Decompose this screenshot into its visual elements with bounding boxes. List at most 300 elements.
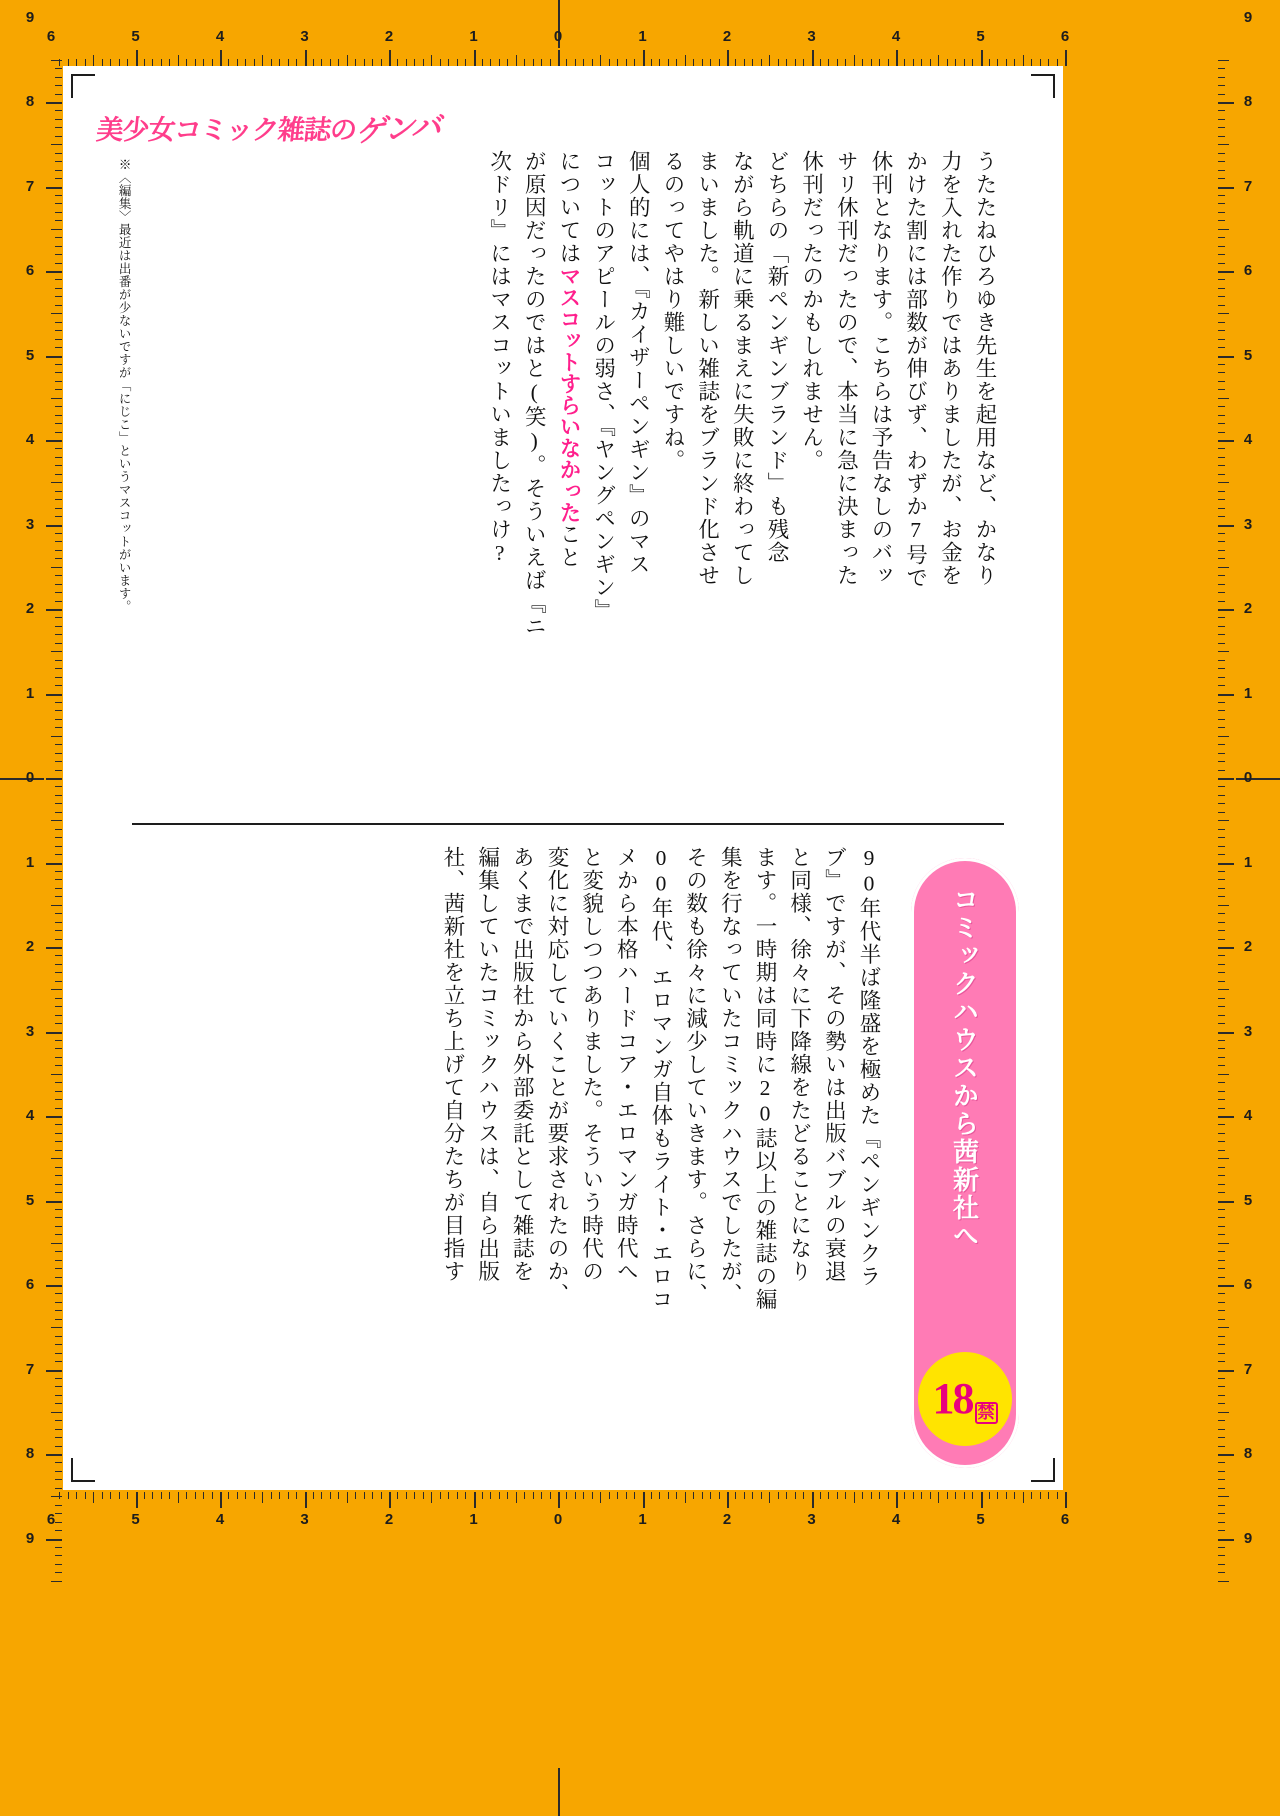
- ruler-tick: [744, 1492, 745, 1499]
- text-column: 変化に対応していくことが要求されたのか、: [544, 846, 569, 1306]
- ruler-tick: [55, 136, 62, 137]
- ruler-tick: [313, 59, 314, 66]
- ruler-label: 8: [1243, 1445, 1253, 1462]
- ruler-tick: [1218, 1048, 1225, 1049]
- ruler-tick: [55, 1251, 62, 1252]
- ruler-tick: [288, 59, 289, 66]
- ruler-tick: [46, 271, 62, 273]
- ruler-tick: [110, 1492, 111, 1499]
- ruler-tick: [778, 1492, 779, 1499]
- ruler-tick: [524, 1492, 525, 1499]
- text-column: 集を行なっていたコミックハウスでしたが、: [718, 846, 743, 1306]
- ruler-tick: [55, 1124, 62, 1125]
- ruler-tick: [55, 1209, 62, 1210]
- ruler-tick: [1218, 1023, 1225, 1024]
- ruler-tick: [448, 1492, 449, 1499]
- ruler-tick: [55, 803, 62, 804]
- ruler-tick: [55, 305, 62, 306]
- ruler-tick: [220, 1492, 222, 1508]
- ruler-tick: [51, 567, 62, 568]
- ruler-tick: [1218, 1141, 1225, 1142]
- ruler-tick: [55, 660, 62, 661]
- ruler-tick: [245, 1492, 246, 1499]
- ruler-tick: [997, 1492, 998, 1499]
- ruler-tick: [1218, 592, 1225, 593]
- ruler-tick: [1218, 1040, 1225, 1041]
- ruler-tick: [46, 1454, 62, 1456]
- ruler-tick: [46, 947, 62, 949]
- ruler-tick: [1218, 1564, 1225, 1565]
- ruler-tick: [46, 863, 62, 865]
- ruler-tick: [55, 1353, 62, 1354]
- ruler-tick: [423, 59, 424, 66]
- ruler-tick: [127, 1492, 128, 1499]
- ruler-tick: [55, 415, 62, 416]
- ruler-label: 3: [300, 28, 309, 45]
- ruler-tick: [1218, 263, 1225, 264]
- ruler-tick: [195, 59, 196, 66]
- ruler-tick: [55, 212, 62, 213]
- ruler-tick: [321, 1492, 322, 1499]
- ruler-tick: [55, 685, 62, 686]
- ruler-tick: [1218, 406, 1225, 407]
- ruler-tick: [313, 1492, 314, 1499]
- ruler-tick: [55, 550, 62, 551]
- ruler-tick: [55, 1293, 62, 1294]
- ruler-tick: [55, 1513, 62, 1514]
- ruler-tick: [55, 913, 62, 914]
- ruler-tick: [55, 871, 62, 872]
- ruler-tick: [102, 1492, 103, 1499]
- ruler-tick: [55, 829, 62, 830]
- ruler-tick: [161, 1492, 162, 1499]
- ruler-label: 7: [25, 177, 35, 195]
- ruler-tick: [271, 59, 272, 66]
- ruler-tick: [1218, 1175, 1225, 1176]
- ruler-tick: [685, 55, 686, 66]
- ruler-tick: [46, 440, 62, 442]
- ruler-label: 3: [807, 28, 816, 45]
- ruler-label: 0: [1243, 769, 1253, 786]
- ruler-tick: [55, 558, 62, 559]
- ruler-tick: [1218, 1429, 1225, 1430]
- ruler-tick: [896, 1492, 898, 1508]
- ruler-tick: [414, 59, 415, 66]
- ruler-tick: [1218, 1226, 1225, 1227]
- ruler-tick: [533, 59, 534, 66]
- ruler-label: 3: [25, 515, 35, 533]
- ruler-tick: [1218, 1260, 1225, 1261]
- ruler-tick: [1218, 1201, 1234, 1203]
- ruler-tick: [237, 59, 238, 66]
- ruler-tick: [68, 59, 69, 66]
- ruler-tick: [1218, 491, 1225, 492]
- ruler-tick: [659, 59, 660, 66]
- ruler-tick: [1218, 1032, 1234, 1034]
- ruler-tick: [727, 50, 729, 66]
- ruler-tick: [355, 1492, 356, 1499]
- ruler-tick: [702, 59, 703, 66]
- ruler-tick: [46, 1201, 62, 1203]
- ruler-tick: [1218, 955, 1225, 956]
- text-column: るのってやはり難しいですね。: [660, 150, 685, 472]
- ruler-tick: [457, 59, 458, 66]
- ruler-tick: [51, 1581, 62, 1582]
- ruler-tick: [1218, 178, 1225, 179]
- ruler-tick: [1218, 981, 1225, 982]
- ruler-tick: [1218, 820, 1229, 821]
- ruler-tick: [1218, 1116, 1234, 1118]
- ruler-tick: [1218, 575, 1225, 576]
- ruler-tick: [55, 575, 62, 576]
- ruler-tick: [1218, 617, 1225, 618]
- ruler-label: 6: [1243, 1276, 1253, 1293]
- ruler-tick: [55, 1023, 62, 1024]
- ruler-tick: [55, 499, 62, 500]
- ruler-label: 3: [300, 1511, 309, 1528]
- ruler-tick: [296, 1492, 297, 1499]
- ruler-tick: [254, 59, 255, 66]
- text-column: 休刊だったのかもしれません。: [799, 150, 824, 472]
- ruler-tick: [735, 59, 736, 66]
- ruler-tick: [55, 195, 62, 196]
- ruler-tick: [55, 1108, 62, 1109]
- document-page: [63, 66, 1063, 1490]
- ruler-tick: [1040, 1492, 1041, 1499]
- ruler-tick: [1218, 1108, 1225, 1109]
- ruler-tick: [803, 59, 804, 66]
- ruler-tick: [55, 1336, 62, 1337]
- ruler-tick: [1218, 330, 1225, 331]
- ruler-tick: [558, 50, 560, 66]
- ruler-tick: [1218, 203, 1225, 204]
- ruler-label: 8: [25, 93, 35, 110]
- ruler-tick: [119, 1492, 120, 1499]
- ruler-tick: [1218, 677, 1225, 678]
- ruler-tick: [55, 161, 62, 162]
- ruler-tick: [1218, 1243, 1229, 1244]
- ruler-tick: [1218, 94, 1225, 95]
- ruler-label: 1: [469, 28, 478, 45]
- ruler-tick: [1218, 1234, 1225, 1235]
- ruler-tick: [1218, 634, 1225, 635]
- ruler-tick: [558, 1492, 560, 1508]
- ruler-tick: [55, 1167, 62, 1168]
- ruler-tick: [55, 237, 62, 238]
- ruler-label: 1: [469, 1511, 478, 1528]
- ruler-tick: [55, 592, 62, 593]
- ruler-tick: [1031, 59, 1032, 66]
- ruler-tick: [668, 59, 669, 66]
- ruler-label: 1: [25, 853, 35, 871]
- ruler-tick: [1218, 1124, 1225, 1125]
- ruler-tick: [55, 110, 62, 111]
- ruler-tick: [1218, 744, 1225, 745]
- corner-mark-tr: [1025, 74, 1055, 104]
- ruler-tick: [55, 1184, 62, 1185]
- ruler-tick: [46, 356, 62, 358]
- ruler-tick: [46, 1285, 62, 1287]
- ruler-tick: [55, 432, 62, 433]
- ruler-tick: [372, 1492, 373, 1499]
- ruler-tick: [930, 59, 931, 66]
- text-column: 力を入れた作りではありましたが、お金を: [938, 150, 963, 587]
- ruler-tick: [499, 59, 500, 66]
- ruler-tick: [55, 753, 62, 754]
- ruler-tick: [1218, 1082, 1225, 1083]
- ruler-tick: [55, 1488, 62, 1489]
- ruler-tick: [169, 59, 170, 66]
- ruler-tick: [55, 1015, 62, 1016]
- ruler-tick: [1218, 339, 1225, 340]
- ruler-tick: [1218, 930, 1225, 931]
- ruler-tick: [812, 1492, 814, 1508]
- ruler-tick: [55, 584, 62, 585]
- ruler-label: 5: [25, 346, 35, 364]
- ruler-tick: [55, 770, 62, 771]
- ruler-tick: [735, 1492, 736, 1499]
- ruler-tick: [46, 1032, 62, 1034]
- ruler-tick: [271, 1492, 272, 1499]
- ruler-label: 9: [1243, 1529, 1253, 1547]
- ruler-tick: [55, 1260, 62, 1261]
- ruler-tick: [1218, 296, 1225, 297]
- ruler-tick: [338, 59, 339, 66]
- ruler-tick: [55, 812, 62, 813]
- ruler-tick: [896, 50, 898, 66]
- ruler-tick: [46, 694, 62, 696]
- ruler-tick: [1218, 1488, 1225, 1489]
- ruler-tick: [46, 187, 62, 189]
- ruler-tick: [55, 119, 62, 120]
- ruler-tick: [55, 541, 62, 542]
- ruler-tick: [778, 59, 779, 66]
- ruler-tick: [46, 1116, 62, 1118]
- ruler-tick: [55, 1040, 62, 1041]
- ruler-tick: [1218, 465, 1225, 466]
- ruler-tick: [389, 50, 391, 66]
- ruler-tick: [55, 854, 62, 855]
- ruler-tick: [203, 1492, 204, 1499]
- ruler-tick: [710, 59, 711, 66]
- ruler-tick: [1218, 1403, 1225, 1404]
- ruler-tick: [651, 59, 652, 66]
- ruler-tick: [1218, 694, 1234, 696]
- ruler-tick: [55, 1141, 62, 1142]
- ruler-tick: [676, 1492, 677, 1499]
- ruler-tick: [262, 1492, 263, 1503]
- ruler-tick: [212, 59, 213, 66]
- ruler-tick: [862, 1492, 863, 1499]
- ruler-tick: [1218, 1184, 1225, 1185]
- ruler-tick: [1218, 1555, 1225, 1556]
- ruler-bottom: [0, 1492, 1280, 1528]
- ruler-tick: [55, 1420, 62, 1421]
- ruler-tick: [55, 761, 62, 762]
- ruler-tick: [55, 1065, 62, 1066]
- page-title-main: 美少女コミック雑誌の: [95, 115, 358, 145]
- ruler-label: 9: [1243, 8, 1253, 26]
- ruler-label: 9: [25, 8, 35, 26]
- ruler-tick: [55, 203, 62, 204]
- ruler-tick: [1218, 1513, 1225, 1514]
- ruler-tick: [1218, 119, 1225, 120]
- ruler-tick: [1218, 685, 1225, 686]
- ruler-tick: [482, 1492, 483, 1499]
- ruler-tick: [1218, 1277, 1225, 1278]
- ruler-tick: [55, 601, 62, 602]
- ruler-label: 4: [891, 1511, 901, 1528]
- ruler-tick: [55, 846, 62, 847]
- ruler-tick: [51, 144, 62, 145]
- ruler-tick: [55, 330, 62, 331]
- ruler-tick: [55, 1082, 62, 1083]
- ruler-tick: [389, 1492, 391, 1508]
- ruler-tick: [871, 59, 872, 66]
- ruler-tick: [1218, 972, 1225, 973]
- ruler-tick: [1218, 1479, 1225, 1480]
- ruler-tick: [752, 59, 753, 66]
- ruler-tick: [364, 1492, 365, 1499]
- ruler-label: 1: [638, 28, 647, 45]
- ruler-tick: [592, 59, 593, 66]
- ruler-tick: [186, 1492, 187, 1499]
- ruler-tick: [1218, 68, 1225, 69]
- ruler-tick: [51, 229, 62, 230]
- ruler-tick: [279, 59, 280, 66]
- ruler-tick: [55, 1386, 62, 1387]
- ruler-tick: [879, 59, 880, 66]
- column-text-plain-lead: については: [556, 150, 581, 265]
- ruler-tick: [55, 364, 62, 365]
- ruler-tick: [1218, 863, 1234, 865]
- ruler-tick: [55, 423, 62, 424]
- ruler-label: 2: [1243, 600, 1253, 617]
- ruler-tick: [600, 1492, 601, 1503]
- ruler-tick: [702, 1492, 703, 1499]
- ruler-tick: [1014, 59, 1015, 66]
- ruler-tick: [786, 59, 787, 66]
- ruler-tick: [1218, 778, 1234, 780]
- ruler-tick: [55, 533, 62, 534]
- ruler-tick: [55, 339, 62, 340]
- ruler-tick: [1218, 871, 1225, 872]
- ruler-tick: [1218, 398, 1229, 399]
- ruler-tick: [51, 313, 62, 314]
- ruler-label: 5: [25, 1191, 35, 1209]
- ruler-tick: [55, 127, 62, 128]
- ruler-tick: [1218, 516, 1225, 517]
- ruler-tick: [338, 1492, 339, 1499]
- ruler-tick: [609, 1492, 610, 1499]
- ruler-tick: [119, 59, 120, 66]
- ruler-tick: [1218, 550, 1225, 551]
- ruler-tick: [1218, 803, 1225, 804]
- ruler-tick: [710, 1492, 711, 1499]
- ruler-tick: [330, 1492, 331, 1499]
- ruler-label: 4: [25, 1107, 35, 1124]
- ruler-tick: [1218, 347, 1225, 348]
- ruler-tick: [1218, 499, 1225, 500]
- ruler-tick: [55, 254, 62, 255]
- ruler-tick: [1218, 372, 1225, 373]
- ruler-tick: [1218, 1572, 1225, 1573]
- text-column: うたたねひろゆき先生を起用など、かなり: [973, 150, 997, 587]
- ruler-label: 6: [25, 1276, 35, 1293]
- ruler-tick: [659, 1492, 660, 1499]
- ruler-tick: [55, 1505, 62, 1506]
- ruler-tick: [516, 55, 517, 66]
- ruler-tick: [913, 1492, 914, 1499]
- ruler-tick: [178, 55, 179, 66]
- ruler-tick: [46, 525, 62, 527]
- ruler-tick: [364, 59, 365, 66]
- column-text-plain-tail: こと: [556, 523, 581, 569]
- ruler-tick: [1218, 964, 1225, 965]
- ruler-tick: [617, 59, 618, 66]
- ruler-tick: [55, 322, 62, 323]
- text-column: ながら軌道に乗るまえに失敗に終わってし: [730, 150, 755, 587]
- page-content-area: [85, 88, 1041, 1468]
- ruler-tick: [972, 1492, 973, 1499]
- ruler-tick: [136, 1492, 138, 1508]
- ruler-label: 3: [807, 1511, 816, 1528]
- ruler-tick: [575, 1492, 576, 1499]
- ruler-tick: [1218, 1353, 1225, 1354]
- text-column: 編集していたコミックハウスは、自ら出版: [475, 846, 500, 1283]
- ruler-tick: [1218, 1251, 1225, 1252]
- ruler-tick: [93, 55, 94, 66]
- ruler-tick: [1218, 812, 1225, 813]
- ruler-tick: [102, 59, 103, 66]
- text-column: 個人的には、『カイザーペンギン』のマス: [626, 150, 651, 577]
- ruler-tick: [55, 1479, 62, 1480]
- ruler-tick: [812, 50, 814, 66]
- ruler-tick: [1218, 1437, 1225, 1438]
- ruler-tick: [921, 59, 922, 66]
- ruler-tick: [1218, 389, 1225, 390]
- ruler-tick: [55, 474, 62, 475]
- ruler-tick: [837, 59, 838, 66]
- ruler-tick: [507, 59, 508, 66]
- ruler-tick: [136, 50, 138, 66]
- ruler-tick: [321, 59, 322, 66]
- ruler-tick: [1218, 846, 1225, 847]
- ruler-tick: [372, 59, 373, 66]
- ruler-tick: [355, 59, 356, 66]
- ruler-tick: [55, 964, 62, 965]
- ruler-tick: [55, 998, 62, 999]
- ruler-tick: [575, 59, 576, 66]
- ruler-tick: [51, 60, 62, 61]
- ruler-tick: [1218, 1412, 1229, 1413]
- ruler-label: 2: [25, 938, 35, 955]
- ruler-tick: [550, 1492, 551, 1499]
- ruler-tick: [752, 1492, 753, 1499]
- corner-mark-tl: [71, 74, 101, 104]
- ruler-tick: [195, 1492, 196, 1499]
- ruler-tick: [592, 1492, 593, 1499]
- ruler-tick: [55, 516, 62, 517]
- ruler-tick: [685, 1492, 686, 1503]
- ruler-tick: [719, 59, 720, 66]
- ruler-label: 6: [25, 262, 35, 279]
- ruler-tick: [55, 1175, 62, 1176]
- ruler-tick: [55, 381, 62, 382]
- ruler-tick: [997, 59, 998, 66]
- ruler-tick: [1218, 1462, 1225, 1463]
- ruler-tick: [55, 1319, 62, 1320]
